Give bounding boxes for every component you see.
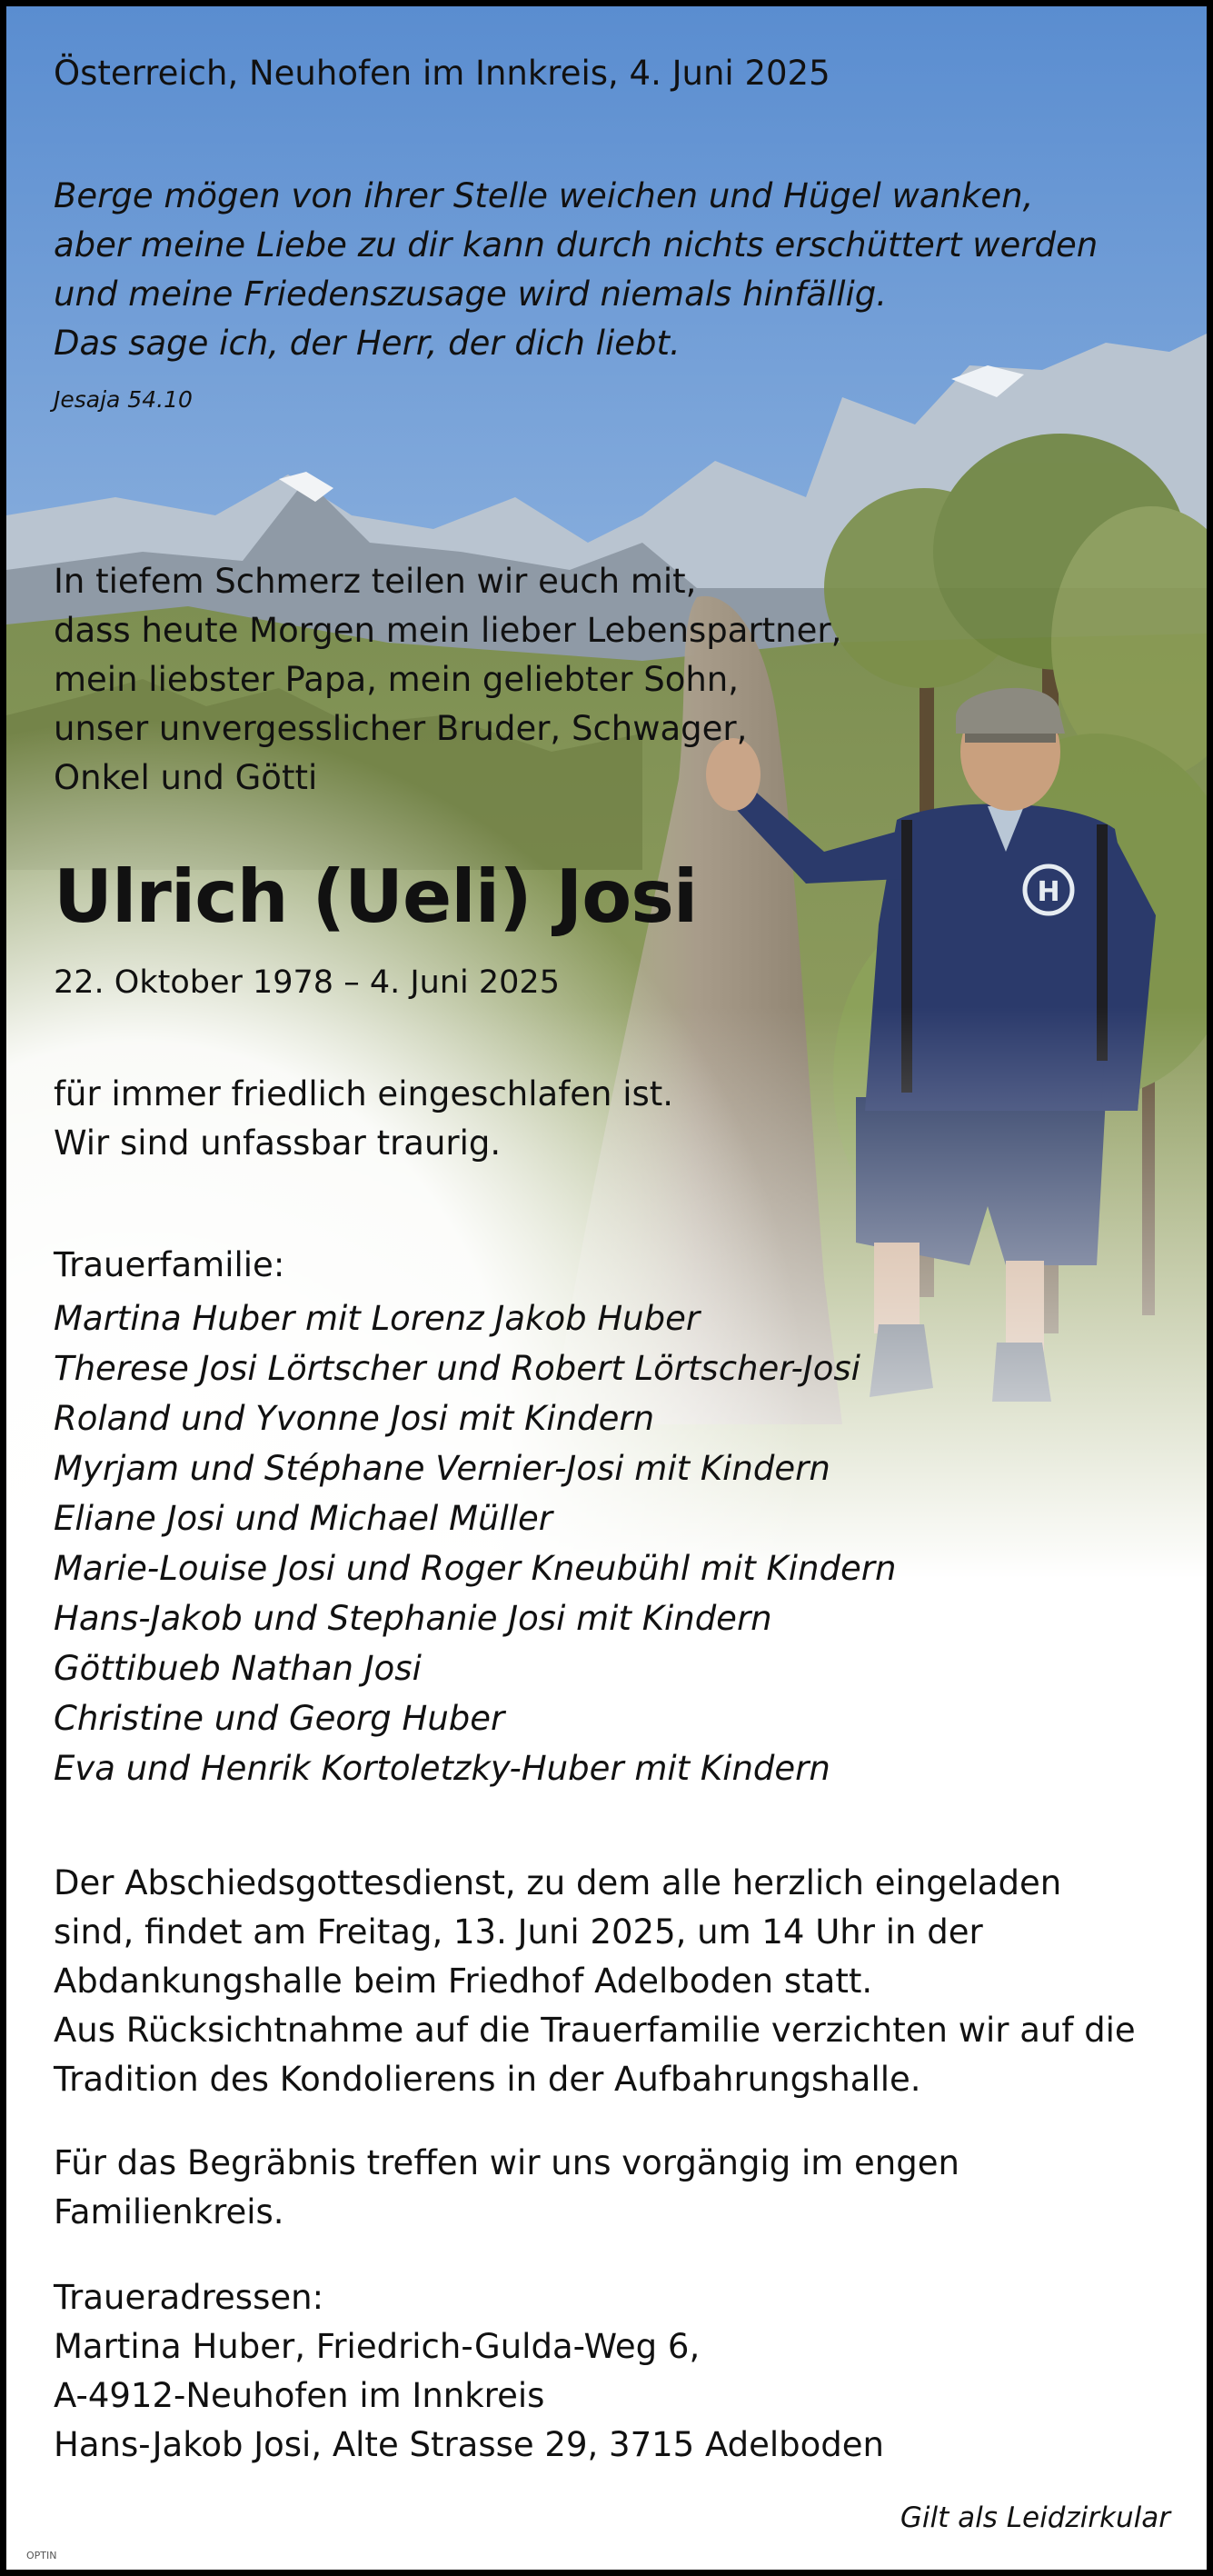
- address-line: Hans-Jakob Josi, Alte Strasse 29, 3715 Adelboden: [54, 2425, 884, 2464]
- obituary-card: [6, 6, 1207, 2570]
- verse-line: Das sage ich, der Herr, der dich liebt.: [54, 324, 681, 363]
- burial-line: Für das Begräbnis treffen wir uns vorgängig im engen: [54, 2143, 959, 2182]
- mourning-addresses: [54, 2273, 884, 2470]
- intro-line: In tiefem Schmerz teilen wir euch mit,: [54, 562, 697, 601]
- family-list: [54, 1293, 896, 1793]
- address-line: A-4912-Neuhofen im Innkreis: [54, 2376, 545, 2415]
- circular-note: Gilt als Leidzirkular: [900, 2501, 1170, 2534]
- family-member: Göttibueb Nathan Josi: [54, 1649, 422, 1688]
- passed-away-text: [54, 1070, 673, 1168]
- family-member: Myrjam und Stéphane Vernier-Josi mit Kindern: [54, 1449, 830, 1488]
- bible-verse: [54, 172, 1098, 368]
- verse-line: aber meine Liebe zu dir kann durch nichts erschüttert werden: [54, 225, 1099, 265]
- verse-line: und meine Friedenszusage wird niemals hinfällig.: [54, 275, 888, 314]
- family-member: Eva und Henrik Kortoletzky-Huber mit Kindern: [54, 1749, 830, 1788]
- family-heading: Trauerfamilie:: [54, 1245, 285, 1284]
- burial-info: [54, 2139, 959, 2237]
- service-line: Abdankungshalle beim Friedhof Adelboden statt.: [54, 1962, 873, 2001]
- intro-line: dass heute Morgen mein lieber Lebenspartner,: [54, 611, 842, 650]
- intro-line: mein liebster Papa, mein geliebter Sohn,: [54, 660, 740, 699]
- intro-line: Onkel und Götti: [54, 758, 318, 797]
- imprint-label: OPTIN: [26, 2550, 57, 2561]
- family-member: Eliane Josi und Michael Müller: [54, 1499, 552, 1538]
- dateline: Österreich, Neuhofen im Innkreis, 4. Juni 2025: [54, 54, 830, 93]
- verse-reference: Jesaja 54.10: [54, 386, 193, 413]
- service-info: [54, 1859, 1136, 2104]
- deceased-name: Ulrich (Ueli) Josi: [54, 854, 698, 939]
- family-member: Christine und Georg Huber: [54, 1699, 505, 1738]
- family-member: Therese Josi Lörtscher und Robert Lörtscher-Josi: [54, 1349, 860, 1388]
- service-line: Aus Rücksichtnahme auf die Trauerfamilie verzichten wir auf die: [54, 2011, 1136, 2050]
- life-dates: 22. Oktober 1978 – 4. Juni 2025: [54, 964, 560, 1001]
- service-line: Tradition des Kondolierens in der Aufbahrungshalle.: [54, 2060, 921, 2099]
- verse-line: Berge mögen von ihrer Stelle weichen und Hügel wanken,: [54, 176, 1034, 215]
- family-member: Roland und Yvonne Josi mit Kindern: [54, 1399, 655, 1438]
- announcement-intro: [54, 557, 841, 803]
- burial-line: Familienkreis.: [54, 2192, 284, 2232]
- addresses-heading: Traueradressen:: [54, 2278, 324, 2317]
- intro-line: unser unvergesslicher Bruder, Schwager,: [54, 709, 748, 748]
- passed-line: Wir sind unfassbar traurig.: [54, 1123, 502, 1163]
- family-member: Marie-Louise Josi und Roger Kneubühl mit Kindern: [54, 1549, 897, 1588]
- passed-line: für immer friedlich eingeschlafen ist.: [54, 1074, 674, 1113]
- service-line: sind, findet am Freitag, 13. Juni 2025, um 14 Uhr in der: [54, 1912, 983, 1952]
- service-line: Der Abschiedsgottesdienst, zu dem alle herzlich eingeladen: [54, 1863, 1062, 1902]
- address-line: Martina Huber, Friedrich-Gulda-Weg 6,: [54, 2327, 701, 2366]
- family-member: Hans-Jakob und Stephanie Josi mit Kindern: [54, 1599, 772, 1638]
- svg-text:H: H: [1037, 876, 1060, 908]
- family-member: Martina Huber mit Lorenz Jakob Huber: [54, 1299, 701, 1338]
